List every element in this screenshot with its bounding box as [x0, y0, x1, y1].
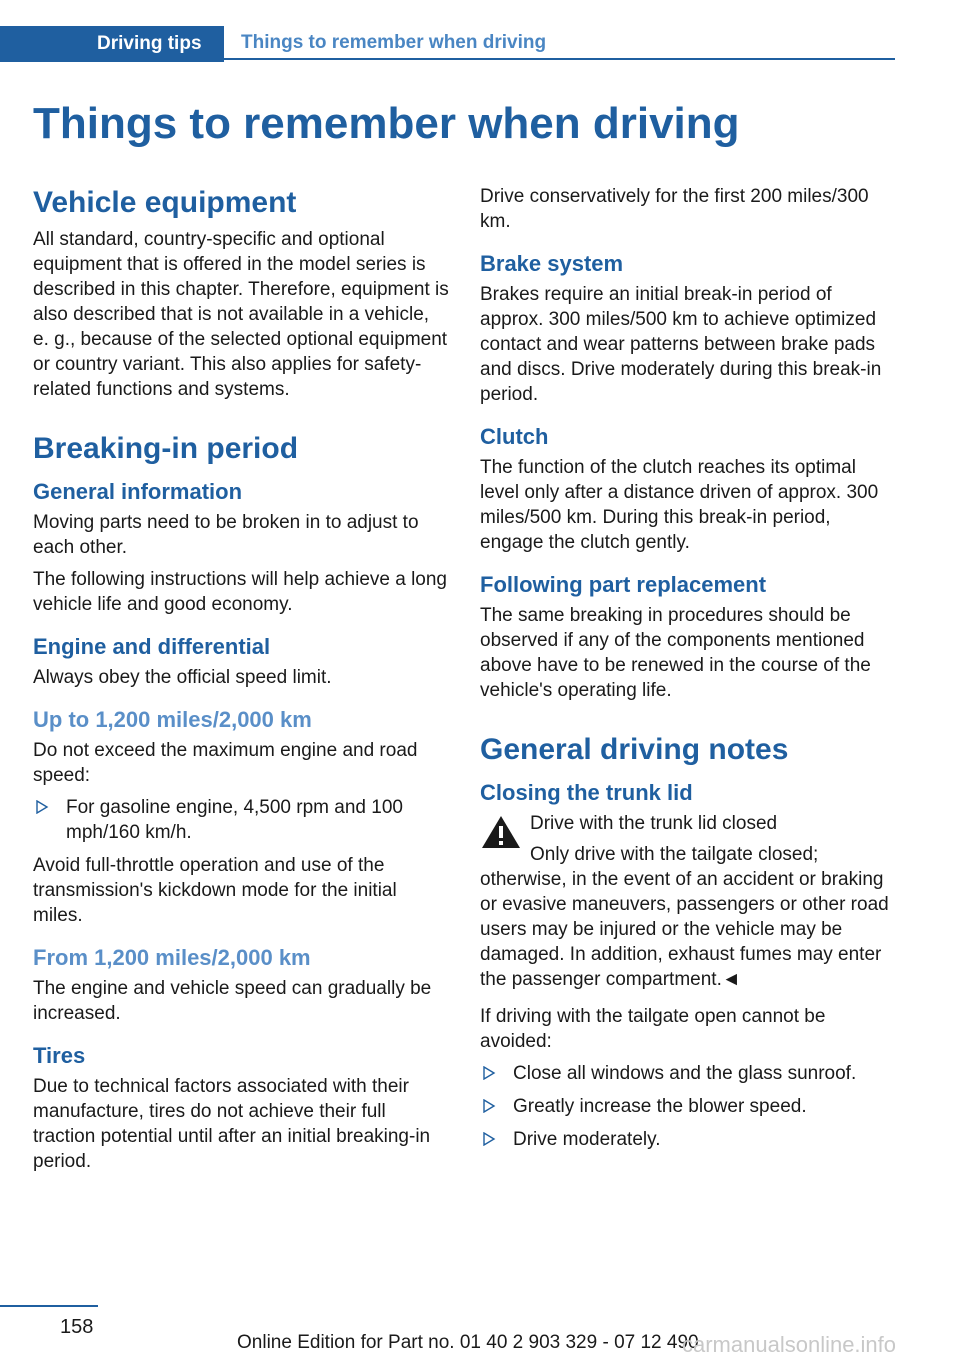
up-to-text: Do not exceed the maximum engine and road speed: [33, 740, 418, 786]
tailgate-bullet-2: Greatly increase the blower speed. [513, 1096, 807, 1117]
footer-divider [0, 1305, 98, 1307]
warning-title: Drive with the trunk lid closed [530, 813, 778, 834]
triangle-bullet-icon [482, 1066, 496, 1080]
breaking-in-heading: Breaking-in period [33, 432, 299, 465]
general-information-text-1: Moving parts need to be broken in to adjust to each other. [33, 512, 419, 558]
list-item [480, 1061, 898, 1086]
tailgate-bullet-3: Drive moderately. [513, 1129, 661, 1150]
vehicle-equipment-heading: Vehicle equipment [33, 186, 297, 219]
up-to-bullet-text: For gasoline engine, 4,500 rpm and 100 mph/160 km/h. [66, 797, 403, 843]
left-column [33, 184, 449, 1181]
tailgate-intro-text: If driving with the tailgate open cannot be avoided: [480, 1006, 826, 1052]
general-information-text-2: The following instructions will help achieve a long vehicle life and good economy. [33, 569, 448, 615]
list-item [480, 1094, 898, 1119]
up-to-after-text: Avoid full-throttle operation and use of the transmission's kickdown mode for the initial miles. [33, 855, 397, 926]
warning-text: Only drive with the tailgate closed; otherwise, in the event of an accident or braking or evasive maneuvers, passengers or other road users may be injured or the vehicle may be damaged. In addition, exhaust fumes may enter the passenger compartment.◄ [480, 844, 889, 990]
section-tab[interactable]: Driving tips [0, 26, 224, 62]
engine-differential-text: Always obey the official speed limit. [33, 667, 332, 688]
triangle-bullet-icon [35, 800, 49, 814]
up-to-heading: Up to 1,200 miles/2,000 km [33, 707, 312, 732]
watermark: carmanualsonline.info [682, 1332, 897, 1357]
following-part-text: The same breaking in procedures should be observed if any of the components mentioned above have to be renewed in the course of the vehicle's operating life. [480, 605, 871, 701]
warning-block [480, 811, 898, 992]
page-title: Things to remember when driving [33, 99, 740, 148]
clutch-heading: Clutch [480, 424, 549, 449]
tailgate-list [480, 1061, 898, 1152]
clutch-text: The function of the clutch reaches its optimal level only after a distance driven of approx. 300 miles/500 km. During this break-in period, engage the clutch gently. [480, 457, 879, 553]
list-item [480, 1127, 898, 1152]
triangle-bullet-icon [482, 1132, 496, 1146]
tailgate-bullet-1: Close all windows and the glass sunroof. [513, 1063, 857, 1084]
page-number: 158 [60, 1316, 94, 1338]
brake-system-text: Brakes require an initial break-in period of approx. 300 miles/500 km to achieve optimized contact and wear patterns between brake pads and discs. Drive moderately during this break-in period. [480, 284, 882, 405]
general-driving-notes-heading: General driving notes [480, 733, 789, 766]
topic-tab[interactable]: Things to remember when driving [224, 26, 895, 60]
closing-trunk-heading: Closing the trunk lid [480, 780, 693, 805]
up-to-list [33, 795, 449, 845]
tires-continued-text: Drive conservatively for the first 200 miles/300 km. [480, 186, 869, 232]
tires-heading: Tires [33, 1043, 86, 1068]
triangle-bullet-icon [482, 1099, 496, 1113]
vehicle-equipment-text: All standard, country-specific and optional equipment that is offered in the model series is described in this chapter. Therefore, equipment is also described that is not available in a vehicle, e. g., because of the selected optional equipment or country variant. This also applies for safety-related functions and systems. [33, 229, 449, 400]
general-information-heading: General information [33, 479, 243, 504]
warning-triangle-icon [480, 813, 522, 851]
list-item [33, 795, 449, 845]
header-bar [0, 26, 895, 62]
tires-text: Due to technical factors associated with their manufacture, tires do not achieve their full traction potential until after an initial breaking-in period. [33, 1076, 431, 1172]
right-column [480, 184, 898, 1160]
edition-text: Online Edition for Part no. 01 40 2 903 329 - 07 12 490 [237, 1332, 699, 1353]
from-text: The engine and vehicle speed can gradually be increased. [33, 978, 432, 1024]
brake-system-heading: Brake system [480, 251, 624, 276]
following-part-heading: Following part replacement [480, 572, 767, 597]
engine-differential-heading: Engine and differential [33, 634, 271, 659]
from-heading: From 1,200 miles/2,000 km [33, 945, 311, 970]
